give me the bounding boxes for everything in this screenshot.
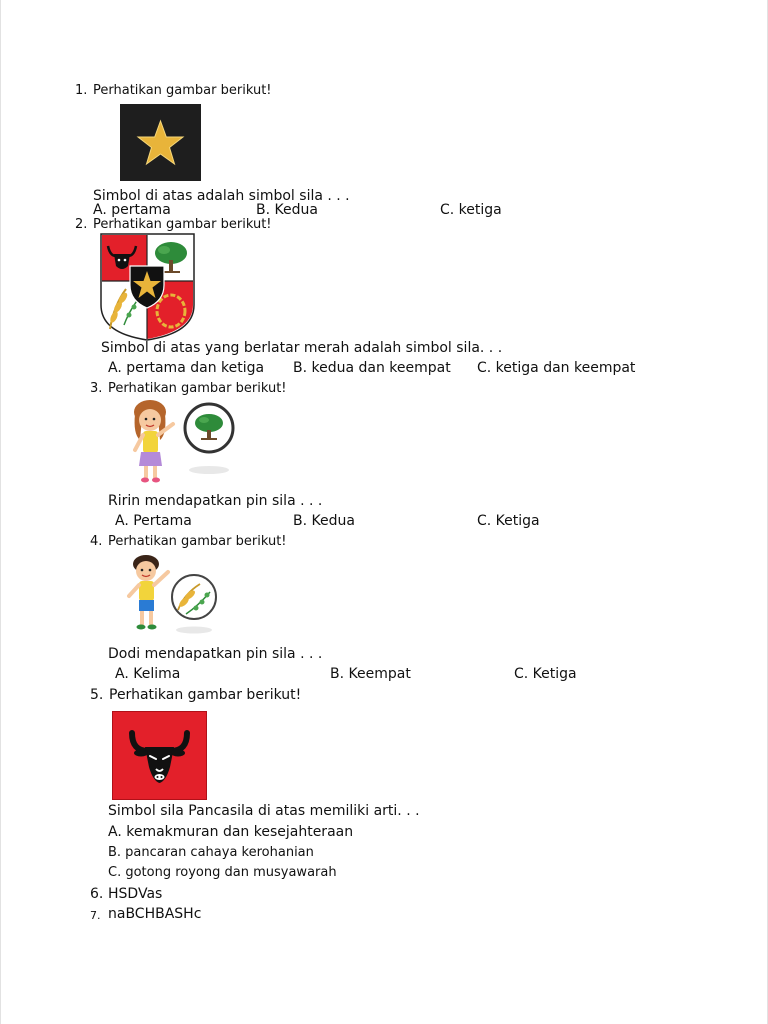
q5-option-c: C. gotong royong dan musyawarah bbox=[108, 865, 337, 880]
q4-number: 4. bbox=[90, 534, 103, 549]
q4-option-a: A. Kelima bbox=[115, 666, 181, 682]
q5-option-b: B. pancaran cahaya kerohanian bbox=[108, 845, 314, 860]
q5-stem: Simbol sila Pancasila di atas memiliki arti. . . bbox=[108, 803, 420, 819]
q5-prompt: Perhatikan gambar berikut! bbox=[109, 687, 302, 703]
q1-stem: Simbol di atas adalah simbol sila . . . bbox=[93, 188, 350, 204]
boy-with-rice-pin-image bbox=[122, 554, 222, 638]
q4-stem: Dodi mendapatkan pin sila . . . bbox=[108, 646, 323, 662]
q6-text: HSDVas bbox=[108, 886, 163, 902]
bull-symbol-image bbox=[112, 711, 207, 800]
q4-option-b: B. Keempat bbox=[330, 666, 411, 682]
q2-prompt: Perhatikan gambar berikut! bbox=[93, 217, 272, 232]
q1-option-c: C. ketiga bbox=[440, 202, 502, 218]
q3-option-c: C. Ketiga bbox=[477, 513, 540, 529]
q7-number: 7. bbox=[90, 909, 101, 922]
q6-number: 6. bbox=[90, 886, 104, 902]
q2-stem: Simbol di atas yang berlatar merah adalah simbol sila. . . bbox=[101, 340, 503, 356]
q3-option-b: B. Kedua bbox=[293, 513, 355, 529]
q1-prompt: Perhatikan gambar berikut! bbox=[93, 83, 272, 98]
q3-number: 3. bbox=[90, 381, 103, 396]
q5-number: 5. bbox=[90, 687, 104, 703]
q2-option-b: B. kedua dan keempat bbox=[293, 360, 451, 376]
q3-option-a: A. Pertama bbox=[115, 513, 192, 529]
q1-option-a: A. pertama bbox=[93, 202, 171, 218]
q2-option-a: A. pertama dan ketiga bbox=[108, 360, 265, 376]
star-symbol-image bbox=[120, 104, 201, 181]
q3-prompt: Perhatikan gambar berikut! bbox=[108, 381, 287, 396]
q5-option-a: A. kemakmuran dan kesejahteraan bbox=[108, 824, 354, 840]
q7-text: naBCHBASHc bbox=[108, 906, 202, 922]
q2-number: 2. bbox=[75, 217, 88, 232]
girl-with-tree-pin-image bbox=[128, 400, 238, 486]
page-left-edge bbox=[0, 0, 1, 1024]
q3-stem: Ririn mendapatkan pin sila . . . bbox=[108, 493, 323, 509]
q1-number: 1. bbox=[75, 83, 88, 98]
garuda-shield-image bbox=[100, 233, 195, 341]
q4-prompt: Perhatikan gambar berikut! bbox=[108, 534, 287, 549]
q4-option-c: C. Ketiga bbox=[514, 666, 577, 682]
q1-option-b: B. Kedua bbox=[256, 202, 318, 218]
q2-option-c: C. ketiga dan keempat bbox=[477, 360, 636, 376]
